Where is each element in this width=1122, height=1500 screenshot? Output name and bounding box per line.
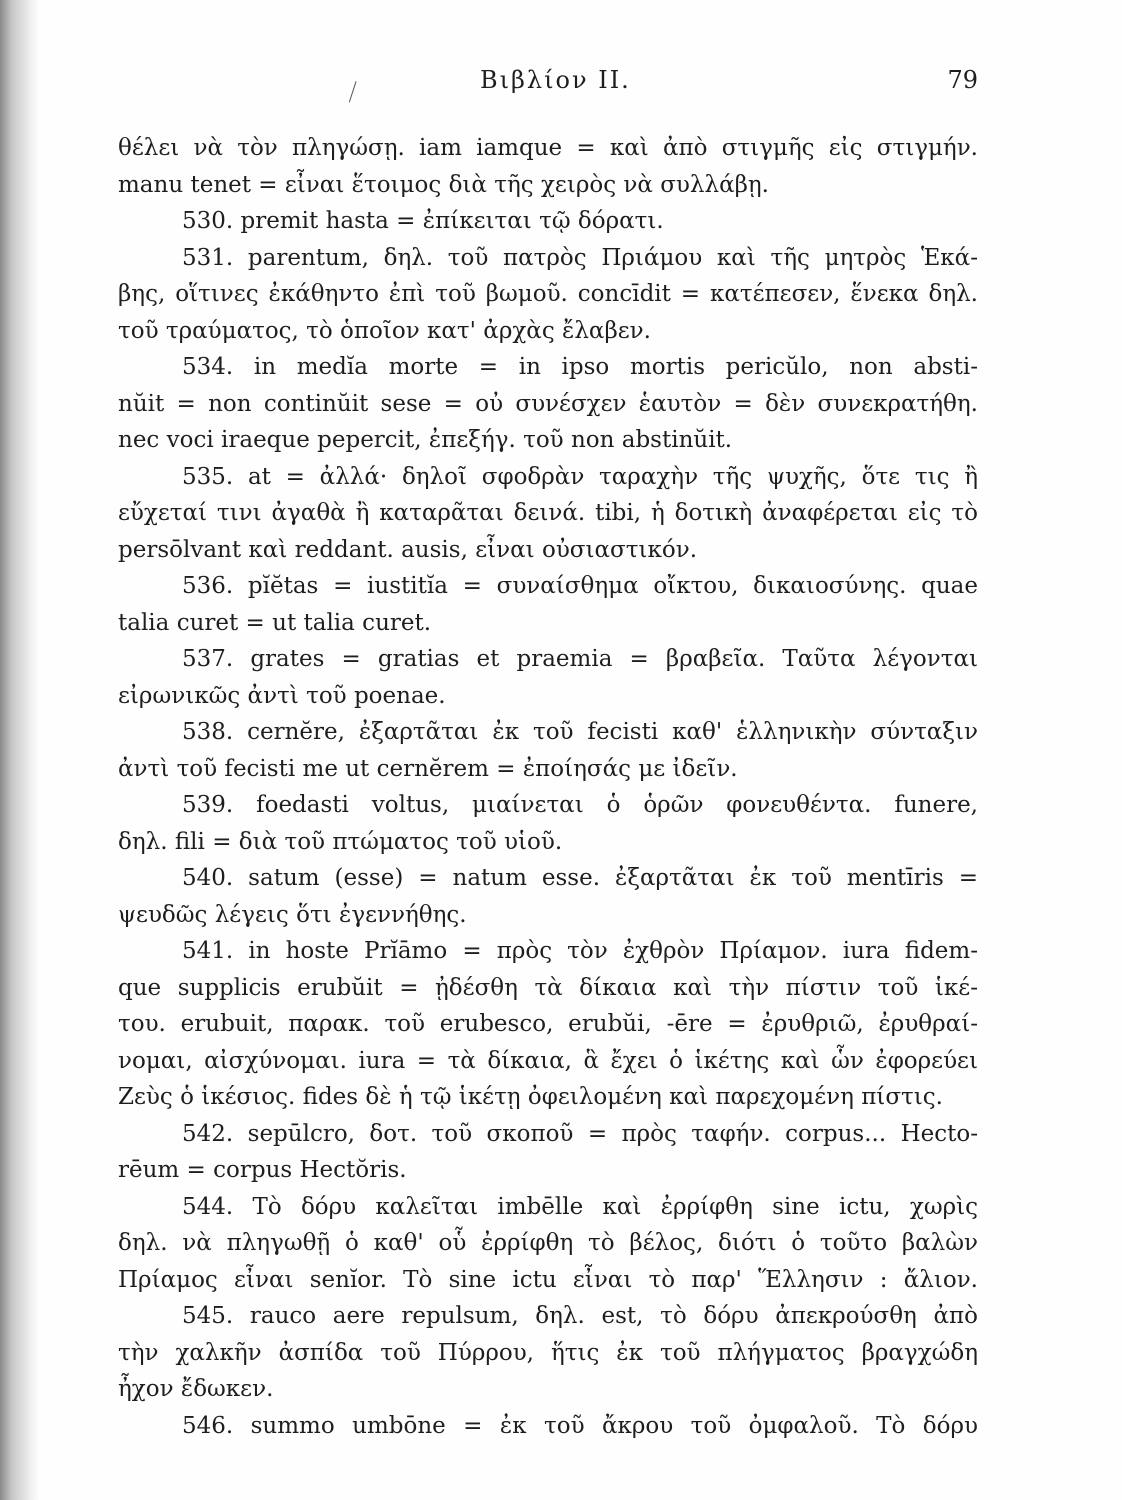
text-line: nŭit = non continŭit sese = οὐ συνέσχεν ἑαυτὸν = δὲν συνεκρατήθη. [118, 390, 978, 417]
running-title: Βιβλίον II. [480, 66, 631, 94]
text-line: nec voci iraeque pepercit, ἐπεξήγ. τοῦ non abstinŭit. [118, 427, 733, 453]
page-header [118, 66, 978, 102]
text-line: 540. satum (esse) = natum esse. ἐξαρτᾶται ἐκ τοῦ mentīris = [182, 865, 978, 891]
text-line: τὴν χαλκῆν ἀσπίδα τοῦ Πύρρου, ἥτις ἐκ τοῦ πλήγματος βραγχώδη [118, 1339, 978, 1366]
text-line: que supplicis erubŭit = ᾐδέσθη τὰ δίκαια καὶ τὴν πίστιν τοῦ ἱκέ- [118, 974, 978, 1001]
text-line: θέλει νὰ τὸν πληγώσῃ. iam iamque = καὶ ἀπὸ στιγμῆς εἰς στιγμήν. [118, 135, 978, 161]
text-line: 535. at = ἀλλά· δηλοῖ σφοδρὰν ταραχὴν τῆς ψυχῆς, ὅτε τις ἢ [182, 463, 978, 490]
text-line: 531. parentum, δηλ. τοῦ πατρὸς Πριάμου καὶ τῆς μητρὸς Ἑκά- [182, 244, 978, 271]
text-line: τοῦ τραύματος, τὸ ὁποῖον κατ' ἀρχὰς ἔλαβεν. [118, 317, 651, 344]
text-line: manu tenet = εἶναι ἕτοιμος διὰ τῆς χειρὸς νὰ συλλάβῃ. [118, 171, 769, 198]
text-line: 536. pĭĕtas = iustitĭa = συναίσθημα οἴκτου, δικαιοσύνης. quae [182, 573, 978, 599]
text-line: δηλ. fili = διὰ τοῦ πτώματος τοῦ υἱοῦ. [118, 828, 563, 855]
commentary-text [118, 130, 978, 1444]
text-line: νομαι, αἰσχύνομαι. iura = τὰ δίκαια, ἃ ἔχει ὁ ἱκέτης καὶ ὧν ἐφορεύει [118, 1047, 978, 1074]
text-line: 545. rauco aere repulsum, δηλ. est, τὸ δόρυ ἀπεκρούσθη ἀπὸ [182, 1303, 978, 1329]
text-line: ἀντὶ τοῦ fecisti me ut cernĕrem = ἐποίησάς με ἰδεῖν. [118, 755, 738, 782]
text-line: 542. sepūlcro, δοτ. τοῦ σκοποῦ = πρὸς ταφήν. corpus... Hecto- [182, 1120, 978, 1147]
text-line: 539. foedasti voltus, μιαίνεται ὁ ὁρῶν φονευθέντα. funere, [182, 792, 978, 818]
text-line: 538. cernĕre, ἐξαρτᾶται ἐκ τοῦ fecisti καθ' ἑλληνικὴν σύνταξιν [182, 719, 978, 745]
text-line: δηλ. νὰ πληγωθῇ ὁ καθ' οὗ ἐρρίφθη τὸ βέλος, διότι ὁ τοῦτο βαλὼν [118, 1230, 978, 1256]
text-line: εὔχεταί τινι ἀγαθὰ ἢ καταρᾶται δεινά. tibi, ἡ δοτικὴ ἀναφέρεται εἰς τὸ [118, 500, 978, 526]
text-line: talia curet = ut talia curet. [118, 609, 432, 636]
binding-shadow [0, 0, 40, 1500]
text-line: ἦχον ἔδωκεν. [118, 1376, 274, 1402]
text-line: εἰρωνικῶς ἀντὶ τοῦ poenae. [118, 682, 446, 709]
text-line: persōlvant καὶ reddant. ausis, εἶναι οὐσιαστικόν. [118, 536, 698, 563]
text-line: Πρίαμος εἶναι senĭor. Τὸ sine ictu εἶναι τὸ παρ' Ἕλλησιν : ἄλιον. [118, 1266, 978, 1293]
text-line: του. erubuit, παρακ. τοῦ erubesco, erubŭi, -ēre = ἐρυθριῶ, ἐρυθραί- [118, 1011, 978, 1037]
text-line: rēum = corpus Hectŏris. [118, 1157, 407, 1183]
text-line: 546. summo umbōne = ἐκ τοῦ ἄκρου τοῦ ὀμφαλοῦ. Τὸ δόρυ [182, 1412, 978, 1439]
text-line: 534. in medĭa morte = in ipso mortis pericŭlo, non absti- [182, 354, 978, 380]
page-number: 79 [947, 66, 978, 94]
text-line: 541. in hoste Prĭāmo = πρὸς τὸν ἐχθρὸν Πρίαμον. iura fidem- [182, 938, 978, 964]
text-line: βης, οἵτινες ἐκάθηντο ἐπὶ τοῦ βωμοῦ. concīdit = κατέπεσεν, ἕνεκα δηλ. [118, 281, 978, 307]
text-line: 537. grates = gratias et praemia = βραβεῖα. Ταῦτα λέγονται [182, 646, 978, 672]
text-line: 530. premit hasta = ἐπίκειται τῷ δόρατι. [182, 208, 664, 234]
text-line: 544. Τὸ δόρυ καλεῖται imbēlle καὶ ἐρρίφθη sine ictu, χωρὶς [182, 1193, 978, 1220]
text-line: ψευδῶς λέγεις ὅτι ἐγεννήθης. [118, 901, 467, 928]
text-line: Ζεὺς ὁ ἱκέσιος. fides δὲ ἡ τῷ ἱκέτῃ ὀφειλομένη καὶ παρεχομένη πίστις. [118, 1084, 943, 1110]
